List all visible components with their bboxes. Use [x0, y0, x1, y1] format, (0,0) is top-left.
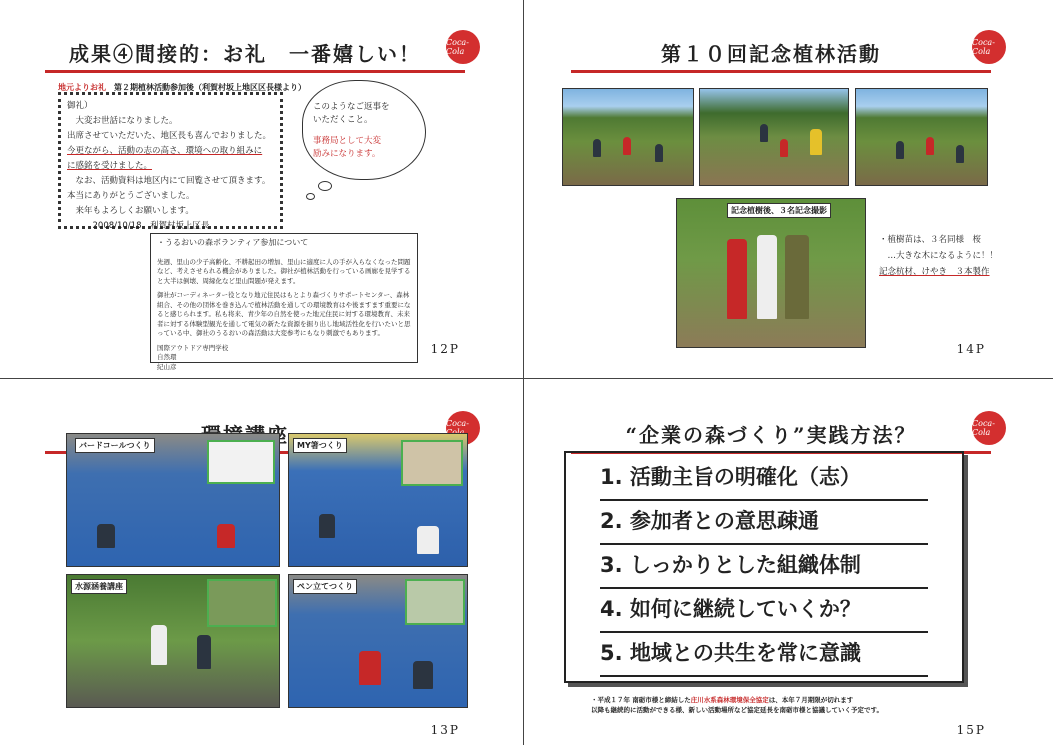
person-figure: [217, 524, 235, 548]
person-figure: [359, 651, 381, 685]
page-number: 14P: [956, 342, 986, 356]
slide-14: [526, 0, 1046, 370]
slide-title: 第１０回記念植林活動: [661, 42, 881, 66]
person-figure: [197, 635, 211, 669]
brand-logo: Coca-Cola: [446, 30, 480, 64]
note-line: [879, 264, 998, 280]
workshop-photo: [288, 433, 468, 567]
person-figure: [926, 137, 934, 155]
letter-line: 大変お世話になりました。: [67, 116, 178, 126]
volunteer-document: [150, 233, 418, 371]
method-item: 3. しっかりとした組織体制: [600, 545, 928, 589]
bubble-dot: [306, 193, 315, 200]
person-figure: [593, 139, 601, 157]
document-heading: ・うるおいの森ボランティア参加について: [157, 238, 309, 247]
photo-label: 水源涵養講座: [71, 579, 127, 594]
subheading-label: 地元よりお礼: [58, 83, 106, 92]
brand-logo: Coca-Cola: [972, 30, 1006, 64]
thought-bubble: [302, 80, 426, 180]
person-figure: [956, 145, 964, 163]
person-figure: [417, 526, 439, 554]
letter-line: なお、活動資料は地区内にて回覧させて頂きます。: [67, 176, 271, 186]
person-figure: [727, 239, 747, 319]
letter-line: 本当にありがとうございました。: [67, 191, 195, 201]
document-paragraph: 御社がコーディネーター役となり地元住民はもとより森づくりサポートセンター、森林組合、その他の団体を巻き込んで植林活動を通しての環境教育はや後ますます重要になると感じられます。私も将来、青少年の自然を使った地元住民に対する環境教育、未来者に対する体験型観光を通して電気の新たな資源を掘り出し地域活性化を行いたいと思っている中、御社のうるおいの森活動は大変参考にもなり刺激でもあります。: [157, 291, 411, 337]
person-figure: [810, 129, 822, 155]
inset-photo: [405, 579, 465, 625]
person-figure: [757, 235, 777, 319]
planting-photo: [562, 88, 694, 186]
workshop-photo: [288, 574, 468, 708]
person-figure: [655, 144, 663, 162]
slide-title: 成果④間接的：お礼 一番嬉しい！: [69, 42, 421, 66]
footnote-text: ・平成１７年 南砺市様と締結した: [591, 696, 691, 704]
slide-13: [0, 381, 520, 745]
letter-line: [67, 159, 274, 174]
slide-15: [526, 381, 1046, 745]
letter-line-underlined: 今更ながら、活動の志の高さ、環境への取り組みに: [67, 146, 263, 156]
page-number: 15P: [956, 723, 986, 737]
person-figure: [151, 625, 167, 665]
letter-line: [67, 144, 274, 159]
page-number: 13P: [430, 723, 460, 737]
person-figure: [97, 524, 115, 548]
footnote-text: は、本年７月期限が切れます: [768, 696, 854, 704]
brand-logo: Coca-: [446, 411, 480, 445]
title-underline: [571, 70, 991, 73]
footnote-agreement: 庄川水系森林環境保全協定: [690, 696, 769, 704]
note-line: ・植樹苗は、３名同様 桜: [879, 235, 982, 245]
letter-line-underlined: に感銘を受けました。: [67, 161, 153, 171]
vertical-divider: [523, 0, 524, 745]
person-figure: [413, 661, 433, 689]
photo-label: バードコールつくり: [75, 438, 155, 453]
bubble-dot: [318, 181, 332, 191]
footnote-line: 以降も継続的に活動ができる様、新しい活動場所など協定延長を南砺市様と協議していく予定です。: [591, 706, 883, 714]
footnote-line: [591, 695, 883, 705]
letter-line: 来年もよろしくお願いします。: [67, 206, 194, 216]
bubble-text: このようなご返事を いただくこと。: [313, 102, 390, 125]
bubble-text-red: 事務局として大変 励みになります。: [313, 136, 382, 159]
title-underline: [45, 70, 465, 73]
photo-caption: 記念植樹後、３名記念撮影: [727, 203, 831, 218]
footnote: [591, 695, 883, 715]
person-figure: [896, 141, 904, 159]
person-figure: [760, 124, 768, 142]
workshop-photo: [66, 433, 280, 567]
inset-photo: [207, 440, 275, 484]
method-item: 4. 如何に継続していくか？: [600, 589, 928, 633]
planting-photo: [855, 88, 988, 186]
brand-logo: Coca-Cola: [972, 411, 1006, 445]
letter-line: 御礼）: [67, 101, 93, 111]
document-paragraph: 先週、里山の少子高齢化、不耕起田の増加、里山に適度に人の手が入らなくなった問題など、考えさせられる機会がありました。御社が植林活動を行っている画廊を見学すると大半は倒壊、周縁化など里山問題が発えます。: [157, 257, 411, 285]
person-figure: [780, 139, 788, 157]
photo-label: MY箸つくり: [293, 438, 347, 453]
person-figure: [623, 137, 631, 155]
person-figure: [785, 235, 809, 319]
letter-line: 出席させていただいた、地区長も喜んでおりました。: [67, 131, 272, 141]
slide-title: “企業の森づくり”実践方法？: [625, 423, 917, 447]
note-line: …大きな木になるように！！: [879, 251, 999, 261]
inset-photo: [401, 440, 463, 486]
note-line-underlined: 記念杭材、けやき ３本製作: [879, 267, 990, 277]
letter-signature: 2008/10/18 利賀村坂上区長: [67, 221, 210, 231]
workshop-photo: [66, 574, 280, 708]
document-signature: 国際アウトドア専門学校 自然環 紀山彦: [157, 343, 229, 371]
slide-12: [0, 0, 520, 370]
person-figure: [319, 514, 335, 538]
method-item: 5. 地域との共生を常に意識: [600, 633, 928, 677]
horizontal-divider: [0, 378, 1053, 379]
method-item: 1. 活動主旨の明確化（志）: [600, 457, 928, 501]
method-item: 2. 参加者との意思疎通: [600, 501, 928, 545]
method-list: [564, 451, 964, 683]
subheading-text: 第２期植林活動参加後（利賀村坂上地区区長様より）: [106, 83, 306, 92]
planting-photo: [699, 88, 849, 186]
photo-label: ペン立てつくり: [293, 579, 357, 594]
page-number: 12P: [430, 342, 460, 356]
inset-photo: [207, 579, 277, 627]
thank-you-letter: [58, 92, 283, 229]
commemorative-photo: [676, 198, 866, 348]
planting-note: [879, 232, 998, 280]
